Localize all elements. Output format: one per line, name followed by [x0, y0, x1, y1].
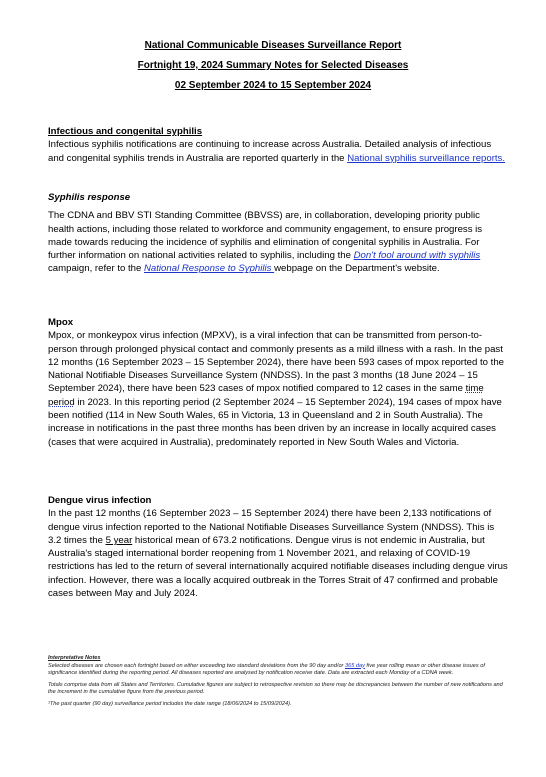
response-text-2: campaign, refer to the — [48, 263, 144, 275]
report-date-range: 02 September 2024 to 15 September 2024 — [174, 80, 372, 91]
dengue-paragraph — [48, 507, 508, 600]
mpox-time-period: time period — [48, 383, 484, 408]
response-text-3: webpage on the Department's website. — [274, 263, 440, 275]
mpox-paragraph — [48, 329, 508, 449]
mpox-section — [48, 316, 508, 449]
dengue-section — [48, 494, 508, 600]
notes-paragraph-2: Totals comprise data from all States and Territories. Cumulative figures are subject to retrospective revision so there may be discrepancies between the number of new notifications and the increment in the cumulative figure from the previous period. — [48, 681, 503, 696]
dengue-text-1: In the past 12 months (16 September 2023 – 15 September 2024) there have been 2,133 notifications of dengue virus infection reported to the National Notifiable Diseases Surveillance System (NNDSS). This is 3.2 times the — [48, 508, 495, 546]
report-subtitle: Fortnight 19, 2024 Summary Notes for Selected Diseases — [137, 60, 409, 71]
response-text-1: The CDNA and BBV STI Standing Committee (BBVSS) are, in collaboration, developing priority public health actions, including those related to workforce and community engagement, to ensure progress is made towards reducing the incidence of syphilis and elimination of congenital syphilis in Australia. For further information on national activities related to syphilis, including the — [48, 210, 483, 262]
report-title: National Communicable Diseases Surveillance Report — [144, 40, 402, 51]
syphilis-reports-link[interactable]: National syphilis surveillance reports. — [347, 152, 506, 164]
syphilis-heading: Infectious and congenital syphilis — [48, 126, 203, 137]
notes-text-1a: Selected diseases are chosen each fortnight based on either exceeding two standard deviations from the 90 day and/or — [48, 662, 345, 669]
mpox-heading: Mpox — [48, 317, 74, 328]
syphilis-response-paragraph — [48, 209, 508, 275]
notes-paragraph-1 — [48, 663, 508, 678]
interpretative-notes — [48, 655, 508, 709]
notes-paragraph-3: ¹The past quarter (90 day) surveillance period includes the date range (18/06/2024 to 15/09/2024). — [48, 700, 292, 707]
syphilis-text: Infectious syphilis notifications are continuing to increase across Australia. Detailed analysis of infectious and congenital syphilis trends in Australia are reported quarterly in the — [48, 139, 492, 164]
syphilis-response-heading: Syphilis response — [48, 192, 131, 203]
national-response-link[interactable]: National Response to Syphilis — [144, 263, 275, 275]
dengue-5-year: 5 year — [105, 534, 133, 546]
syphilis-paragraph — [48, 138, 508, 165]
syphilis-response-section — [48, 191, 508, 276]
dengue-text-2: historical mean of 673.2 notifications. Dengue virus is not endemic in Australia, but Australia's staged international border reopening from 1 November 2021, and relaxing of COVID-19 restrictions has led to the return of several internationally acquired notifiable diseases including dengue virus infection. However, there was a locally acquired outbreak in the Torres Strait of 47 confirmed and probable cases between May and July 2024. — [48, 534, 508, 600]
dengue-heading: Dengue virus infection — [48, 495, 152, 506]
notes-text-1b: five year rolling mean or other disease issues of significance identified during the reporting period. All diseases reported are analysed by notification receive date. Data are extracted each Monday of a CDNA week. — [48, 662, 485, 677]
syphilis-section — [48, 125, 508, 165]
mpox-text-1: Mpox, or monkeypox virus infection (MPXV), is a viral infection that can be transmitted from person-to-person through prolonged physical contact and commonly presents as a mild illness with a rash. In the past 12 months (16 September 2023 – 15 September 2024), there have been 593 cases of mpox reported to the National Notifiable Diseases Surveillance System (NNDSS). In the past 3 months (18 June 2024 – 15 September 2024), there have been 523 cases of mpox notified compared to 12 cases in the same — [48, 330, 504, 395]
mpox-text-2: in 2023. In this reporting period (2 September 2024 – 15 September 2024), 194 cases of mpox have been notified (114 in New South Wales, 65 in Victoria, 13 in Queensland and 2 in South Australia). The increase in notifications in the past three months has been driven by an increase in locally acquired cases (cases that were acquired in Australia), predominately reported in New South Wales and Victoria. — [48, 396, 502, 448]
notes-heading: Interpretative Notes — [48, 655, 101, 661]
notes-365-day-link[interactable]: 365 day — [344, 662, 365, 669]
dont-fool-around-link[interactable]: Don't fool around with syphilis — [353, 250, 481, 262]
